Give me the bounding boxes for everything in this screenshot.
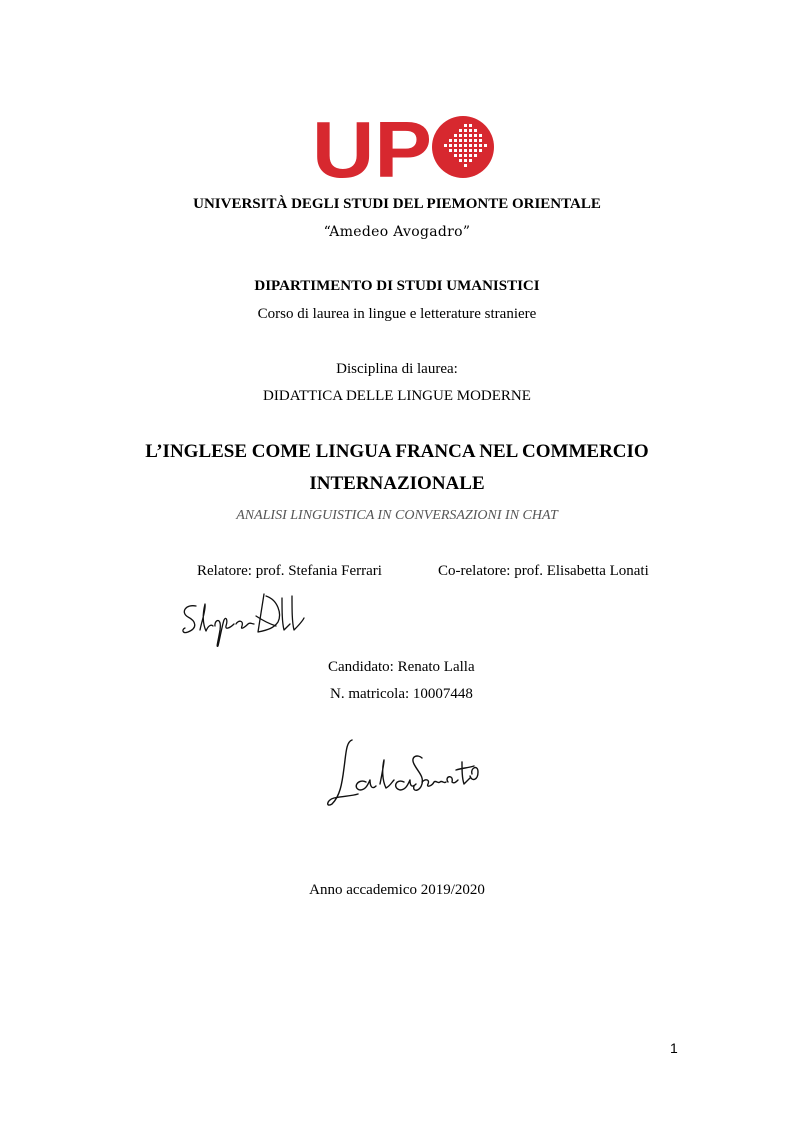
page-number: 1 <box>670 1040 678 1056</box>
advisor-signature <box>178 586 310 650</box>
discipline-label: Disciplina di laurea: <box>336 361 458 377</box>
student-id: N. matricola: 10007448 <box>330 686 473 702</box>
candidate-signature <box>322 734 484 810</box>
thesis-title-line2: INTERNAZIONALE <box>309 473 485 494</box>
thesis-title-line1: L’INGLESE COME LINGUA FRANCA NEL COMMERCIO <box>145 441 649 462</box>
university-subtitle: “Amedeo Avogadro” <box>323 224 471 240</box>
thesis-subtitle: ANALISI LINGUISTICA IN CONVERSAZIONI IN CHAT <box>236 508 558 523</box>
discipline-value: DIDATTICA DELLE LINGUE MODERNE <box>263 388 531 404</box>
academic-year: Anno accademico 2019/2020 <box>309 882 485 898</box>
university-name: UNIVERSITÀ DEGLI STUDI DEL PIEMONTE ORIENTALE <box>193 196 601 212</box>
course-name: Corso di laurea in lingue e letterature straniere <box>257 306 537 322</box>
advisor: Relatore: prof. Stefania Ferrari <box>197 563 382 579</box>
logo-letters: UP <box>312 115 432 179</box>
candidate: Candidato: Renato Lalla <box>328 659 475 675</box>
co-advisor: Co-relatore: prof. Elisabetta Lonati <box>438 563 649 579</box>
department-name: DIPARTIMENTO DI STUDI UMANISTICI <box>254 278 540 294</box>
upo-logo <box>312 115 496 179</box>
